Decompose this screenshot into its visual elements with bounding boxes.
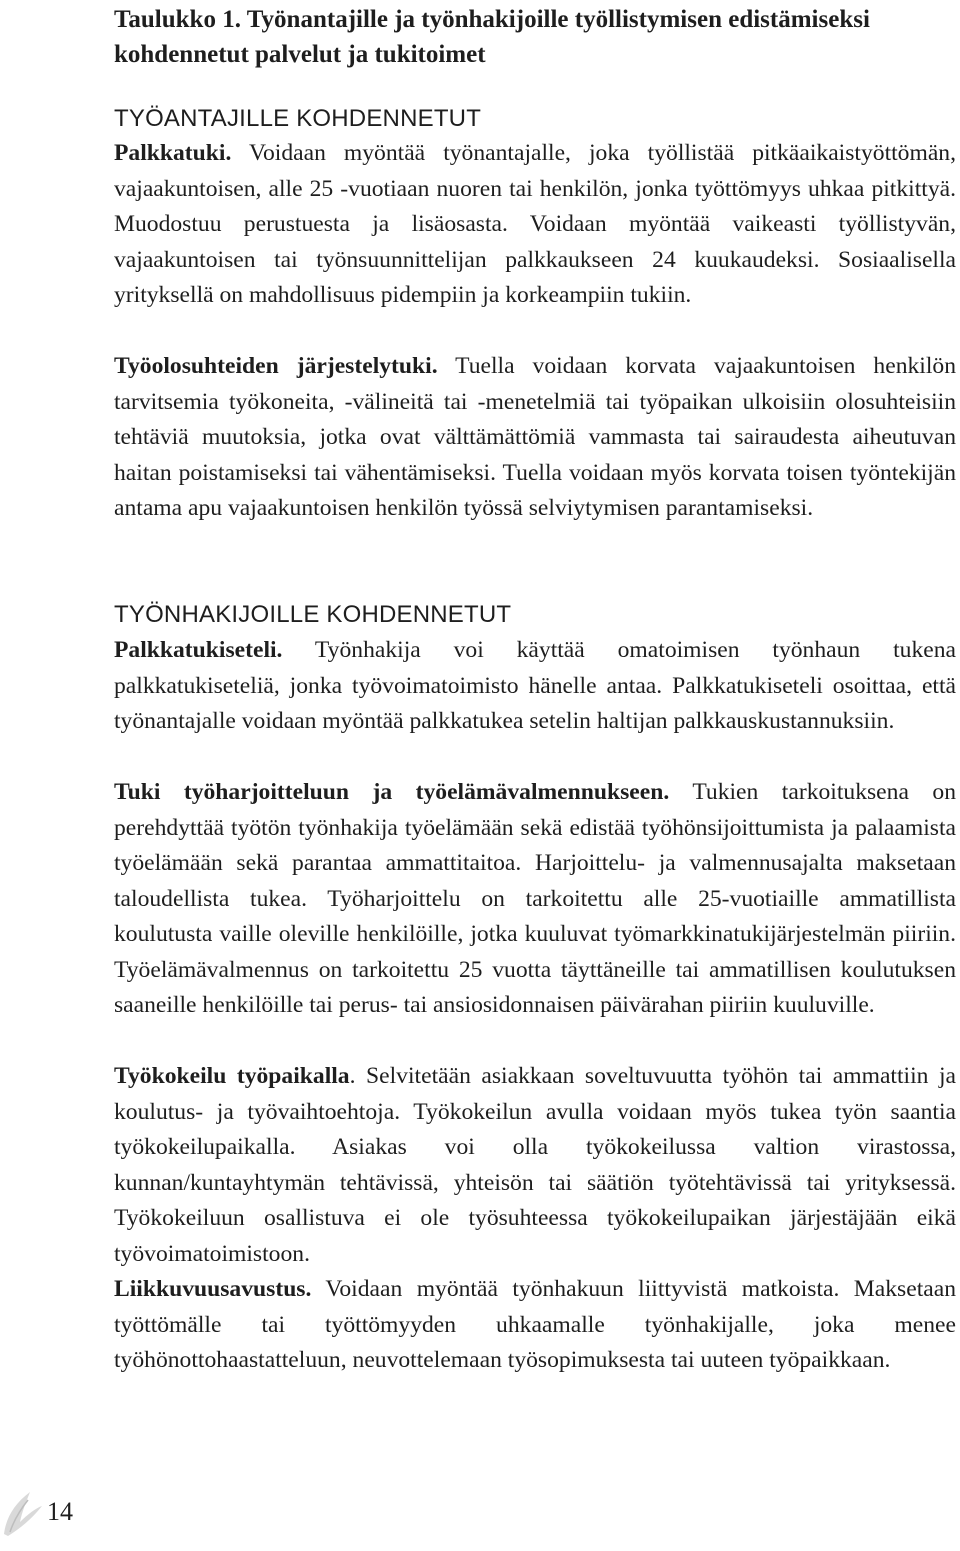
entry-text: Tukien tarkoituksena on perehdyttää työtön työnhakija työelämään sekä edistää työhönsijoittumista ja palaamista työelämään sekä parantaa ammattitaitoa. Harjoittelu- ja valmennusajalta maksetaan taloudellista tukea. Työharjoittelu on tarkoitettu alle 25-vuotiaille ammatillista koulutusta vaille oleville henkilöille, jotka kuuluvat työmarkkinatukijärjestelmän piiriin. Työelämävalmennus on tarkoitettu 25 vuotta täyttäneille tai ammatillisen koulutuksen saaneille henkilöille tai perus- tai ansiosidonnaisen päivärahan piiriin kuuluville. bbox=[114, 779, 956, 1018]
entry-term: Palkkatukiseteli. bbox=[114, 637, 283, 663]
page-number: 14 bbox=[47, 1497, 73, 1526]
entry-term: Tuki työharjoitteluun ja työelämävalmennukseen. bbox=[114, 779, 670, 805]
entry-tyokokeilu-tyopaikalla bbox=[114, 1059, 956, 1272]
entry-text: Tuella voidaan korvata vajaakuntoisen henkilön tarvitsemia työkoneita, -välineitä tai -menetelmiä tai työpaikan ulkoisiin olosuhteisiin tehtäviä muutoksia, jotka ovat välttämättömiä vammasta tai sairaudesta aiheutuvan haitan poistamiseksi tai vähentämiseksi. Tuella voidaan myös korvata toisen työntekijän antama apu vajaakuntoisen henkilön työssä selviytymisen parantamiseksi. bbox=[114, 353, 956, 521]
entry-palkkatuki bbox=[114, 136, 956, 314]
entry-liikkuvuusavustus bbox=[114, 1272, 956, 1379]
entry-text: Työnhakija voi käyttää omatoimisen työnhaun tukena palkkatukiseteliä, jonka työvoimatoimisto hänelle antaa. Palkkatukiseteli osoittaa, että työnantajalle voidaan myöntää palkkatukea setelin haltijan palkkauskustannuksiin. bbox=[114, 637, 956, 734]
entry-term: Liikkuvuusavustus. bbox=[114, 1276, 312, 1302]
entry-term: Työkokeilu työpaikalla bbox=[114, 1063, 350, 1089]
leaf-logo-icon bbox=[0, 1488, 44, 1538]
entry-tyoolosuhteiden-jarjestelytuki bbox=[114, 349, 956, 527]
entry-text: Voidaan myöntää työnhakuun liittyvistä matkoista. Maksetaan työttömälle tai työttömyyden uhkaamalle työnhakijalle, joka menee työhönottohaastatteluun, neuvottelemaan työsopimuksesta tai uuteen työpaikkaan. bbox=[114, 1276, 956, 1373]
employers-section-heading: TYÖANTAJILLE KOHDENNETUT bbox=[114, 105, 482, 132]
entry-tuki-tyoharjoitteluun bbox=[114, 775, 956, 1024]
entry-term: Työolosuhteiden järjestelytuki. bbox=[114, 353, 438, 379]
entry-text: . Selvitetään asiakkaan soveltuvuutta työhön tai ammattiin ja koulutus- ja työvaihtoehtoja. Työkokeilun avulla voidaan myös tukea työn saantia työkokeilupaikalla. Asiakas voi olla työkokeilussa valtion virastossa, kunnan/kuntayhtymän tehtävissä, yhteisön tai säätiön työtehtävissä tai yrityksessä. Työkokeiluun osallistuva ei ole työsuhteessa työkokeilupaikan järjestäjään eikä työvoimatoimistoon. bbox=[114, 1063, 956, 1267]
table-caption: Taulukko 1. Työnantajille ja työnhakijoille työllistymisen edistämiseksi kohdennetut palvelut ja tukitoimet bbox=[114, 6, 870, 68]
entry-palkkatukiseteli bbox=[114, 633, 956, 740]
entry-term: Palkkatuki. bbox=[114, 140, 232, 166]
entry-text: Voidaan myöntää työnantajalle, joka työllistää pitkäaikaistyöttömän, vajaakuntoisen, alle 25 -vuotiaan nuoren tai henkilön, jonka työttömyys uhkaa pitkittyä. Muodostuu perustuesta ja lisäosasta. Voidaan myöntää vaikeasti työllistyvän, vajaakuntoisen tai työnsuunnittelijan palkkaukseen 24 kuukaudeksi. Sosiaalisella yrityksellä on mahdollisuus pidempiin ja korkeampiin tukiin. bbox=[114, 140, 956, 308]
jobseekers-section-heading: TYÖNHAKIJOILLE KOHDENNETUT bbox=[114, 601, 512, 628]
